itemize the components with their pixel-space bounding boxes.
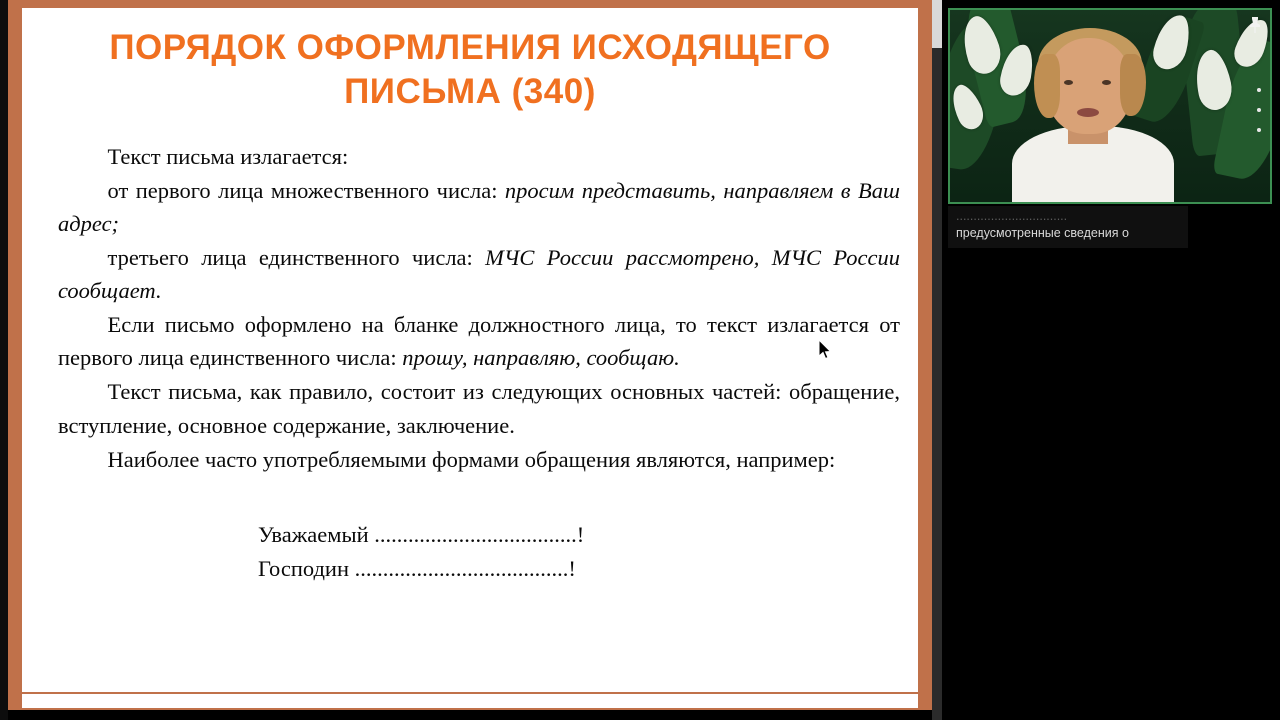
paragraph-run-italic: МЧС России рассмотрено, МЧС России сообщает. [58,244,901,303]
live-caption-box [948,206,1188,248]
paragraph-run: Если письмо оформлено на бланке должностного лица, то текст излагается от первого лица единственного числа: [58,312,900,371]
shared-view-scrollbar[interactable] [932,0,942,720]
slide-page [22,8,918,692]
participant-mouth [1077,108,1099,117]
scrollbar-thumb[interactable] [932,0,942,48]
pin-icon[interactable] [1248,16,1262,34]
participant-eye [1064,80,1073,85]
paragraph-run: от первого лица множественного числа: [107,177,505,203]
slide-body [58,140,900,586]
slide-paragraph [58,375,900,441]
paragraph-run: Текст письма, как правило, состоит из следующих основных частей: обращение, вступление, основное содержание, заключение. [58,379,900,438]
slide-paragraph [58,140,900,173]
salutation-examples [58,518,900,586]
paragraph-run-italic: просим представить, направляем в Ваш адрес; [58,177,900,236]
paragraph-run: Наиболее часто употребляемыми формами обращения являются, например: [107,446,836,472]
slide-bottom-strip [22,694,918,708]
more-options-icon[interactable] [1256,88,1262,132]
video-background [950,10,1270,202]
participant-video-tile[interactable] [948,8,1272,204]
paragraph-run: третьего лица единственного числа: [107,244,486,270]
slide-paragraph [58,174,900,240]
caption-line-previous: ................................ [956,209,1068,223]
paragraph-run-italic: прошу, направляю, сообщаю. [402,345,680,371]
paragraph-run: Текст письма излагается: [107,143,349,169]
slide-paragraph [58,241,900,307]
participant-eye [1102,80,1111,85]
slide-paragraph [58,443,900,476]
caption-line-current: предусмотренные сведения о [956,225,1129,240]
slide-paragraph [58,308,900,374]
slide-frame [8,0,932,710]
participant-hair-side [1034,54,1060,118]
slide-title: ПОРЯДОК ОФОРМЛЕНИЯ ИСХОДЯЩЕГО ПИСЬМА (340) [109,28,831,111]
salutation-line: Господин ......................................! [258,555,576,581]
left-edge-bar [0,0,8,720]
salutation-line: Уважаемый ....................................! [258,521,585,547]
